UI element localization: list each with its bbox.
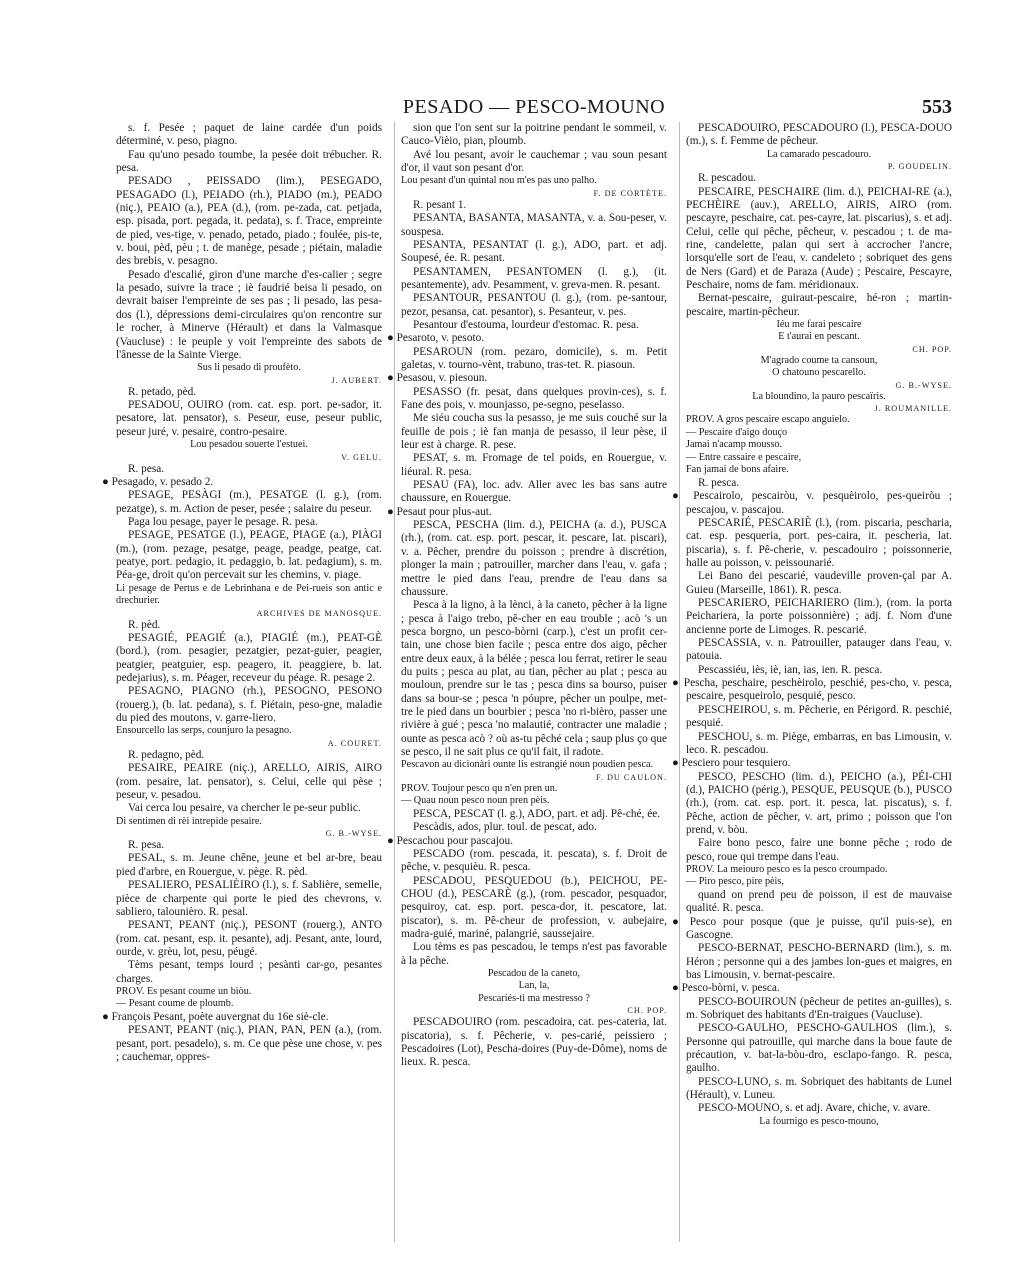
dictionary-entry: PESALIERO, PESALIÈIRO (l.), s. f. Sablière, semelle, pièce de charpente qui porte le pied des chevrons, v. sabliero, talounièro. R. pesal.: [116, 879, 382, 918]
quotation-line: Iéu me farai pescaire: [776, 318, 862, 330]
quotation-line: PROV. La meiouro pesco es la pesco croumpado.: [686, 863, 888, 875]
dictionary-entry: PESCA, PESCHA (lim. d.), PEICHA (a. d.), PUSCA (rh.), (rom. cat. esp. port. pescar, it. pescare, lat. piscari), v. a. Pêcher, prendre du poisson ; prendre à discrétion, plonger la main ; patrouiller, marcher dans l'eau, v. gafa ; mettre le pied dans l'eau, prendre de l'eau dans sa chaussure.: [401, 519, 667, 598]
dictionary-entry: ● Pescachou pour pascajou.: [387, 834, 514, 847]
dictionary-entry: Lou tèms es pas pescadou, le temps n'est pas favorable à la pêche.: [401, 941, 667, 967]
dictionary-entry: PESAIRE, PEAIRE (niç.), ARELLO, AIRIS, AIRO (rom. pesaire, lat. pensator), s. Celui, celle qui pèse ; peseur, v. pesadou.: [116, 762, 382, 801]
dictionary-entry: PESCO-BOUIROUN (pêcheur de petites an-guilles), s. m. Sobriquet des habitants d'En-traigues (Vaucluse).: [686, 995, 952, 1022]
dictionary-entry: ● Pescha, peschaire, peschèirolo, peschié, pes-cho, v. pesca, pescaire, pesqueirolo, pesquié, pesco.: [672, 677, 952, 703]
citation-author: CH. POP.: [627, 1006, 667, 1016]
dictionary-entry: PESAT, s. m. Fromage de tel poids, en Rouergue, v. liéural. R. pesa.: [401, 452, 667, 478]
citation-author: A. COURET.: [327, 738, 382, 748]
page-number: 553: [922, 96, 952, 118]
dictionary-entry: PESCADO (rom. pescada, it. pescata), s. f. Droit de pêche, v. pesquièu. R. pesca.: [401, 847, 667, 874]
running-head: PESADO — PESCO-MOUNO: [402, 96, 666, 118]
column-right: [672, 122, 952, 1242]
citation-author: J. ROUMANILLE.: [874, 404, 952, 414]
dictionary-entry: PESADOU, OUIRO (rom. cat. esp. port. pe-sador, it. pesatore, lat. pensator), s. Peseur, euse, peseur public, peseur juré, v. pesaire, contro-pesaire.: [116, 399, 382, 438]
quotation-line: Pescavon au dicionàri ounte lis estrangié noun poudien pesca.: [401, 759, 654, 771]
citation-author: P. GOUDELIN.: [887, 162, 952, 172]
dictionary-entry: PESANTAMEN, PESANTOMEN (l. g.), (it. pesantemente), adv. Pesamment, v. greva-men. R. pesant.: [401, 265, 667, 291]
dictionary-entry: PESCO-MOUNO, s. et adj. Avare, chiche, v. avare.: [698, 1102, 931, 1115]
quotation-line: Pescadou de la caneto,: [487, 967, 581, 979]
dictionary-entry: Me siéu coucha sus la pesasso, je me suis couché sur la feuille de pois ; iè fan manja de pesasso, il leur pèse, il leur est à charge. R. pese.: [401, 412, 667, 452]
dictionary-entry: ● Pesciero pour tesquiero.: [672, 757, 791, 770]
citation-author: V. GELU.: [341, 452, 382, 462]
dictionary-entry: s. f. Pesée ; paquet de laine cardée d'un poids déterminé, v. peso, piagno.: [116, 122, 382, 148]
dictionary-entry: Bernat-pescaire, guiraut-pescaire, hé-ron ; martin-pescaire, martin-pêcheur.: [686, 292, 952, 318]
quotation-line: — Pescaire d'aigo douço: [686, 426, 788, 438]
dictionary-entry: PESCHEIROU, s. m. Pêcherie, en Périgord. R. peschié, pesquié.: [686, 703, 952, 730]
quotation-line: M'agrado coume ta cansoun,: [760, 354, 878, 366]
dictionary-entry: sion que l'on sent sur la poitrine pendant le sommeil, v. Cauco-Vièio, pian, ploumb.: [401, 122, 667, 148]
page-header: [116, 96, 952, 120]
quotation-line: Li pesage de Pertus e de Lebrinhana e de Pei-rueis son antic e drechurier.: [116, 582, 382, 607]
quotation-line: Sus li pesado di proufèto.: [197, 362, 301, 374]
dictionary-entry: PESAGNO, PIAGNO (rh.), PESOGNO, PESONO (rouerg.), (b. lat. pedana), s. f. Piétain, peso-gne, maladie du pied des moutons, v. garre-liero.: [116, 685, 382, 725]
dictionary-entry: PESCARIERO, PEICHARIERO (lim.), (rom. la porta Peichariera, la porte poissonnière) ; adj. f. Nom d'une ancienne porte de Limoges. R. pescarié.: [686, 597, 952, 636]
quotation-line: Jamai n'acamp mousso.: [686, 439, 783, 451]
quotation-line: PROV. Es pesant coume un biòu.: [116, 985, 252, 997]
dictionary-entry: PESANTA, BASANTA, MASANTA, v. a. Sou-peser, v. souspesa.: [401, 212, 667, 238]
dictionary-entry: Faire bono pesco, faire une bonne pêche ; rodo de pesco, roue qui trempe dans l'eau.: [686, 837, 952, 863]
dictionary-entry: Lei Bano dei pescarié, vaudeville proven-çal par A. Guieu (Marseille, 1861). R. pesca.: [686, 570, 952, 596]
dictionary-entry: ● Pesasou, v. piesoun.: [387, 372, 488, 385]
quotation-line: — Quau noun pesco noun pren pèis.: [401, 795, 550, 807]
citation-author: F. DE CORTÈTE.: [593, 188, 667, 198]
dictionary-entry: PESANT, PEANT (niç.), PESONT (rouerg.), ANTO (rom. cat. pesant, esp. it. pesante), adj. Pesant, ante, lourd, ourde, v. grèu, lot, pesu, péugé.: [116, 919, 382, 958]
dictionary-entry: ● François Pesant, poète auvergnat du 16e siè-cle.: [102, 1010, 329, 1023]
dictionary-entry: R. pesca.: [698, 476, 740, 489]
dictionary-entry: R. pedagno, pèd.: [128, 748, 205, 761]
dictionary-entry: Pescàdis, ados, plur. toul. de pescat, ado.: [413, 821, 597, 834]
quotation-line: O chatouno pescarello.: [772, 367, 866, 379]
quotation-line: E t'aurai en pescant.: [778, 331, 860, 343]
quotation-line: Lou pesadou souerte l'estuei.: [190, 439, 308, 451]
dictionary-entry: ● Pesco pour posque (que je puisse, qu'il puis-se), en Gascogne.: [672, 915, 952, 941]
citation-author: J. AUBERT.: [331, 375, 382, 385]
quotation-line: Fan jamai de bons afaire.: [686, 464, 789, 476]
dictionary-entry: PESCA, PESCAT (l. g.), ADO, part. et adj. Pê-ché, ée.: [413, 807, 661, 820]
dictionary-entry: ● Pesaroto, v. pesoto.: [387, 332, 485, 345]
quotation-line: — Piro pesco, pire pèis,: [686, 876, 784, 888]
dictionary-entry: R. pesant 1.: [413, 198, 467, 211]
quotation-line: Di sentimen di rèi intrepide pesaire.: [116, 815, 262, 827]
dictionary-entry: Tèms pesant, temps lourd ; pesànti car-go, pesantes charges.: [116, 959, 382, 985]
dictionary-entry: PESANT, PEANT (niç.), PIAN, PAN, PEN (a.), (rom. pesant, port. pesadelo), s. m. Ce que pèse une chose, v. pes ; cauchemar, oppres-: [116, 1024, 382, 1063]
quotation-line: — Pesant coume de ploumb.: [116, 998, 234, 1010]
quotation-line: La camarado pescadouro.: [766, 148, 872, 160]
quotation-line: — Entre cassaire e pescaire,: [686, 451, 802, 463]
dictionary-entry: PESCO-BERNAT, PESCHO-BERNARD (lim.), s. m. Héron ; personne qui a des jambes lon-gues et maigres, en bas Limousin, v. bernat-pescaire.: [686, 942, 952, 981]
dictionary-entry: PESCADOUIRO, PESCADOURO (l.), PESCA-DOUO (m.), s. f. Femme de pêcheur.: [686, 122, 952, 148]
dictionary-entry: PESADO , PEISSADO (lim.), PESEGADO, PESAGADO (l.), PEIADO (rh.), PIADO (m.), PEADO (niç.), PEAIO (a.), PEA (d.), (rom. pe-zada, cat. petjada, esp. pisada, port. pegada, it. pedata), s. f. Trace, empreinte de pied, ves-tige, v. penado, petado, piado ; foulée, pis-te, v. boui, pèd, pèu ; t. de manège, pesade ; piétain, maladie des brebis, v. pesagno.: [116, 175, 382, 268]
quotation-line: La bloundino, la pauro pescaïris.: [752, 390, 886, 402]
dictionary-entry: PESCO, PESCHO (lim. d.), PEICHO (a.), PÉI-CHI (d.), PAICHO (périg.), PESQUE, PEUSQUE (b.), PUSCO (rh.), (rom. cat. esp. port. it. pesca, lat. piscatus), s. f. Pêche, action de pêcher, v. art, primo ; poisson que l'on prend, v. bòu.: [686, 770, 952, 836]
citation-author: G. B.-WYSE.: [895, 380, 952, 390]
dictionary-entry: Pesantour d'estouma, lourdeur d'estomac. R. pesa.: [413, 318, 639, 331]
dictionary-entry: quand on prend peu de poisson, il est de mauvaise qualité. R. pesca.: [686, 888, 952, 915]
dictionary-entry: PESCAIRE, PESCHAIRE (lim. d.), PEICHAI-RE (a.), PECHÈIRE (auv.), ARELLO, AIRIS, AIRO (rom. pescayre, peschaire, cat. pes-cayre, lat. piscarius), s. et adj. Celui, celle qui pêche, pêcheur, v. pescadou ; t. de ma-rine, candelette, palan qui sert à accrocher l'ancre, lorsqu'elle sort de l'eau, v. candeleto ; sobriquet des gens de Ners (Gard) et de Paraza (Aude) ; Pescaire, Pescayre, Peschaire, noms de fam. méridionaux.: [686, 185, 952, 291]
dictionary-entry: Vai cerca lou pesaire, va chercher le pe-seur public.: [128, 802, 361, 815]
quotation-line: PROV. A gros pescaire escapo anguielo.: [686, 414, 850, 426]
dictionary-entry: Pescassiéu, iès, iè, ian, ias, ien. R. pesca.: [698, 663, 883, 676]
dictionary-entry: PESAROUN (rom. pezaro, domicile), s. m. Petit galetas, v. tourno-vènt, trabuno, tras-tet. R. piasoun.: [401, 345, 667, 371]
dictionary-entry: PESAU (FA), loc. adv. Aller avec les bas sans autre chaussure, en Rouergue.: [401, 479, 667, 505]
dictionary-entry: PESAGIÉ, PEAGIÉ (a.), PIAGIÉ (m.), PEAT-GÈ (bord.), (rom. pesagier, pezatgier, pezat-guier, peagier, peatgier, peatguier, esp. peagero, it. peaggiere, b. lat. pedejarius), s. m. Péager, receveur du péage. R. pesage 2.: [116, 632, 382, 685]
dictionary-entry: PESCO-GAULHO, PESCHO-GAULHOS (lim.), s. Personne qui patrouille, qui marche dans la boue faute de précaution, v. bat-la-bòu-dro, esclapo-fango. R. pesca, gaulho.: [686, 1022, 952, 1075]
dictionary-entry: PESCARIÉ, PESCARIÈ (l.), (rom. piscaria, pescharia, cat. esp. pesqueria, port. pes-caira, it. pescheria, lat. piscaria), s. f. Pê-cherie, v. pescadouiro ; poissonnerie, halle au poisson, v. peissounarié.: [686, 517, 952, 570]
dictionary-entry: PESCADOU, PESQUEDOU (b.), PEICHOU, PE-CHOU (d.), PESCARÈ (g.), (rom. pescador, pesquador, pesquiroy, cat. esp. port. pesca-dor, it. pescatore, lat. piscator), s. m. Pê-cheur de profession, v. aubejaire, madra-guié, mariné, palangrié, saussejaire.: [401, 874, 667, 940]
quotation-line: Ensourcello las serps, counjuro la pesagno.: [116, 725, 292, 737]
dictionary-entry: ● Pescairolo, pescairòu, v. pesquèirolo, pes-queiròu ; pescajou, v. pascajou.: [672, 490, 952, 516]
dictionary-entry: PESANTOUR, PESANTOU (l. g.), (rom. pe-santour, pezor, pesansa, cat. pesantor), s. Pesanteur, v. pes.: [401, 292, 667, 318]
dictionary-entry: Avé lou pesant, avoir le cauchemar ; vau soun pesant d'or, il vaut son pesant d'or.: [401, 148, 667, 175]
dictionary-entry: R. pesa.: [128, 462, 165, 475]
quotation-line: Pescariés-ti ma mestresso ?: [478, 992, 590, 1004]
dictionary-entry: Pesado d'escalié, giron d'une marche d'es-calier ; segre la pesado, suivre la trace ; iè faudrié beisa li pesado, on devrait baiser l'empreinte de ses pas ; li pesado, las pesa-dos (l.), dépressions demi-circulaires qu'on rencontre sur le rocher, à Minerve (Hérault) et dans la Valmasque (Vaucluse) : le peuple y voit l'empreinte des sabots de l'ânesse de la Sainte Vierge.: [116, 268, 382, 361]
column-middle: [387, 122, 667, 1242]
quotation-line: La fournigo es pesco-mouno,: [759, 1115, 879, 1127]
dictionary-entry: Fau qu'uno pesado toumbe, la pesée doit trébucher. R. pesa.: [116, 148, 382, 175]
citation-author: CH. POP.: [912, 344, 952, 354]
dictionary-entry: PESAGE, PESÀGI (m.), PESATGE (l. g.), (rom. pezatge), s. m. Action de peser, pesée ; salaire du peseur.: [116, 489, 382, 515]
dictionary-entry: Paga lou pesage, payer le pesage. R. pesa.: [128, 515, 318, 528]
quotation-line: Lan, la,: [518, 980, 550, 992]
dictionary-entry: PESCADOUIRO (rom. pescadoira, cat. pes-cateria, lat. piscatoria), s. f. Pêcherie, v. pes-carié, peissiero ; Pescadoires (Lot), Pescha-doires (Puy-de-Dôme), noms de lieux. R. pesca.: [401, 1016, 667, 1069]
dictionary-entry: PESANTA, PESANTAT (l. g.), ADO, part. et adj. Soupesé, ée. R. pesant.: [401, 238, 667, 265]
dictionary-entry: PESAGE, PESATGE (l.), PEAGE, PIAGE (a.), PIÀGI (m.), (rom. pezage, pesatge, peage, peadge, peatge, cat. peatye, port. pedagio, it. pedaggio, b. lat. pedagium), s. m. Péa-ge, droit qu'on percevait sur les chemins, v. piage.: [116, 529, 382, 582]
citation-author: F. DU CAULON.: [595, 772, 667, 782]
dictionary-entry: R. petado, pèd.: [128, 385, 197, 398]
dictionary-entry: R. pèd.: [128, 618, 161, 631]
dictionary-entry: PESCASSIA, v. n. Patrouiller, patauger dans l'eau, v. patouia.: [686, 637, 952, 663]
dictionary-entry: ● Pesco-bòrni, v. pesca.: [672, 982, 780, 995]
dictionary-entry: PESCO-LUNO, s. m. Sobriquet des habitants de Lunel (Hérault), v. Luneu.: [686, 1075, 952, 1102]
quotation-line: Lou pesant d'un quintal nou m'es pas uno palho.: [401, 175, 597, 187]
citation-author: ARCHIVES DE MANOSQUE.: [256, 608, 382, 618]
dictionary-entry: PESAL, s. m. Jeune chêne, jeune et bel ar-bre, beau pied d'arbre, en Rouergue, v. pège. R. pèd.: [116, 852, 382, 878]
dictionary-entry: R. pesa.: [128, 839, 165, 852]
dictionary-entry: ● Pesagado, v. pesado 2.: [102, 475, 214, 488]
dictionary-entry: Pesca à la ligno, à la lènci, à la caneto, pêcher à la ligne ; pesca à l'aigo trebo, pê-cher en eau trouble ; acò 's un pesca borgno, un pesco-bòrni (carp.), c'est un profit cer-tain, une chose bien facile ; pesca entre dos aigo, pêcher entre deux eaux, à la bélée ; pesca lou ferrat, retirer le seau du puits ; pesca au plat, au tian, pêcher au plat ; pesca au mouloun, prendre sur le tas ; pesca dins sa bourso, puiser dans sa bour-se ; pesca 'n póupre, pêcher un poulpe, met-tre le pied dans un bourbier ; pesca 'no ri-bièro, passer une rivière à gué ; pesca 'no malautié, contracter une maladie ; ounte as pesca acò ? où as-tu pêché cela ; saup plus ço que se pesco, il ne sait plus ce qu'il fait, il radote.: [401, 599, 667, 758]
column-left: [102, 122, 382, 1242]
quotation-line: PROV. Toujour pesco qu n'en pren un.: [401, 782, 558, 794]
dictionary-entry: ● Pesaut pour plus-aut.: [387, 505, 492, 518]
dictionary-entry: PESASSO (fr. pesat, dans quelques provin-ces), s. f. Fane des pois, v. mounjasso, pe-segno, peselasso.: [401, 385, 667, 412]
citation-author: G. B.-WYSE.: [325, 829, 382, 839]
dictionary-entry: PESCHOU, s. m. Piège, embarras, en bas Limousin, v. leco. R. pescadou.: [686, 730, 952, 756]
text-columns: [102, 122, 952, 1242]
dictionary-entry: R. pescadou.: [698, 172, 757, 185]
